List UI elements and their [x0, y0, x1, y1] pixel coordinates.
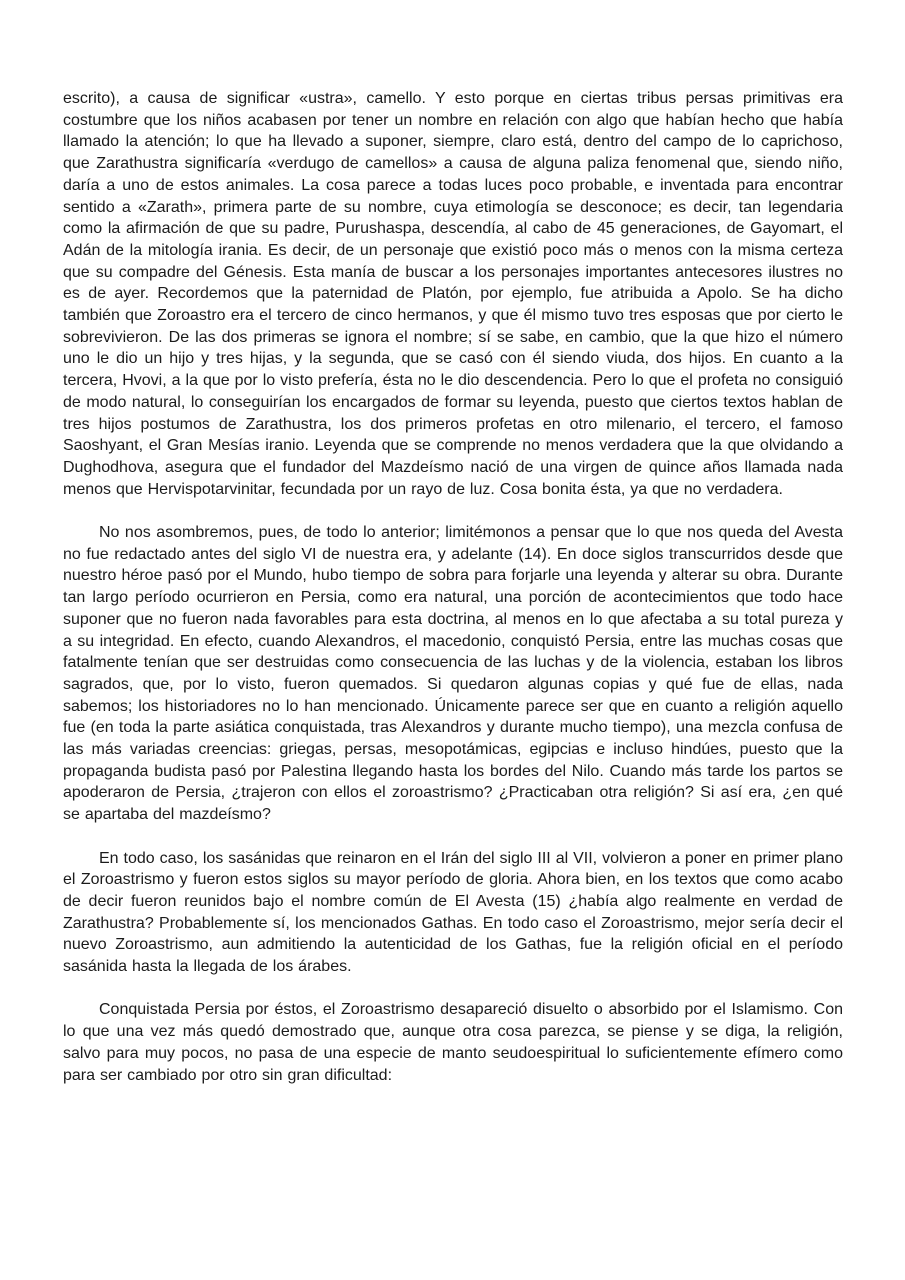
paragraph: No nos asombremos, pues, de todo lo anterior; limitémonos a pensar que lo que nos queda del Avesta no fue redactado antes del siglo VI de nuestra era, y adelante (14). En doce siglos transcurridos desde que nuestro héroe pasó por el Mundo, hubo tiempo de sobra para forjarle una leyenda y alterar su obra. Durante tan largo período ocurrieron en Persia, como era natural, una porción de acontecimientos que todo hace suponer que no fueron nada favorables para esta doctrina, al menos en lo que afectaba a su total pureza y a su integridad. En efecto, cuando Alexandros, el macedonio, conquistó Persia, entre las muchas cosas que fatalmente tenían que ser destruidas como consecuencia de las luchas y de la violencia, estaban los libros sagrados, que, por lo visto, fueron quemados. Si quedaron algunas copias y qué fue de ellas, nada sabemos; los historiadores no lo han mencionado. Únicamente parece ser que en cuanto a religión aquello fue (en toda la parte asiática conquistada, tras Alexandros y durante mucho tiempo), una mezcla confusa de las más variadas creencias: griegas, persas, mesopotámicas, egipcias e incluso hindúes, puesto que la propaganda budista pasó por Palestina llegando hasta los bordes del Nilo. Cuando más tarde los partos se apoderaron de Persia, ¿trajeron con ellos el zoroastrismo? ¿Practicaban otra religión? Si así era, ¿en qué se apartaba del mazdeísmo? — [63, 524, 843, 824]
paragraph-continued: escrito), a causa de significar «ustra», camello. Y esto porque en ciertas tribus persas primitivas era costumbre que los niños acabasen por tener un nombre en relación con algo que habían hecho que había llamado la atención; lo que ha llevado a suponer, siempre, claro está, dentro del campo de lo caprichoso, que Zarathustra significaría «verdugo de camellos» a causa de alguna paliza fenomenal que, siendo niño, daría a uno de estos animales. La cosa parece a todas luces poco probable, e inventada para encontrar sentido a «Zarath», primera parte de su nombre, cuya etimología se desconoce; es decir, tan legendaria como la afirmación de que su padre, Purushaspa, descendía, al cabo de 45 generaciones, de Gayomart, el Adán de la mitología irania. Es decir, de un personaje que existió poco más o menos con la misma certeza que su compadre del Génesis. Esta manía de buscar a los personajes importantes antecesores ilustres no es de ayer. Recordemos que la paternidad de Platón, por ejemplo, fue atribuida a Apolo. Se ha dicho también que Zoroastro era el tercero de cinco hermanos, y que él mismo tuvo tres esposas que por cierto le sobrevivieron. De las dos primeras se ignora el nombre; sí se sabe, en cambio, que la que hizo el número uno le dio un hijo y tres hijas, y la segunda, que se casó con él siendo viuda, dos hijos. En cuanto a la tercera, Hvovi, a la que por lo visto prefería, ésta no le dio descendencia. Pero lo que el profeta no consiguió de modo natural, lo conseguirían los encargados de formar su leyenda, puesto que ciertos textos hablan de tres hijos postumos de Zarathustra, los dos primeros profetas en otro milenario, el tercero, el famoso Saoshyant, el Gran Mesías iranio. Leyenda que se comprende no menos verdadera que la que olvidando a Dughodhova, asegura que el fundador del Mazdeísmo nació de una virgen de quince años llamada nada menos que Hervispotarvinitar, fecundada por un rayo de luz. Cosa bonita ésta, ya que no verdadera. — [63, 90, 843, 498]
paragraph: Conquistada Persia por éstos, el Zoroastrismo desapareció disuelto o absorbido por el Islamismo. Con lo que una vez más quedó demostrado que, aunque otra cosa parezca, se piense y se diga, la religión, salvo para muy pocos, no pasa de una especie de manto seudoespiritual lo suficientemente efímero como para ser cambiado por otro sin gran dificultad: — [63, 1001, 843, 1084]
paragraph: En todo caso, los sasánidas que reinaron en el Irán del siglo III al VII, volvieron a poner en primer plano el Zoroastrismo y fueron estos siglos su mayor período de gloria. Ahora bien, en los textos que como acabo de decir fueron reunidos bajo el nombre común de El Avesta (15) ¿había algo realmente en verdad de Zarathustra? Probablemente sí, los mencionados Gathas. En todo caso el Zoroastrismo, mejor sería decir el nuevo Zoroastrismo, aun admitiendo la autenticidad de los Gathas, fue la religión oficial en el período sasánida hasta la llegada de los árabes. — [63, 849, 843, 976]
